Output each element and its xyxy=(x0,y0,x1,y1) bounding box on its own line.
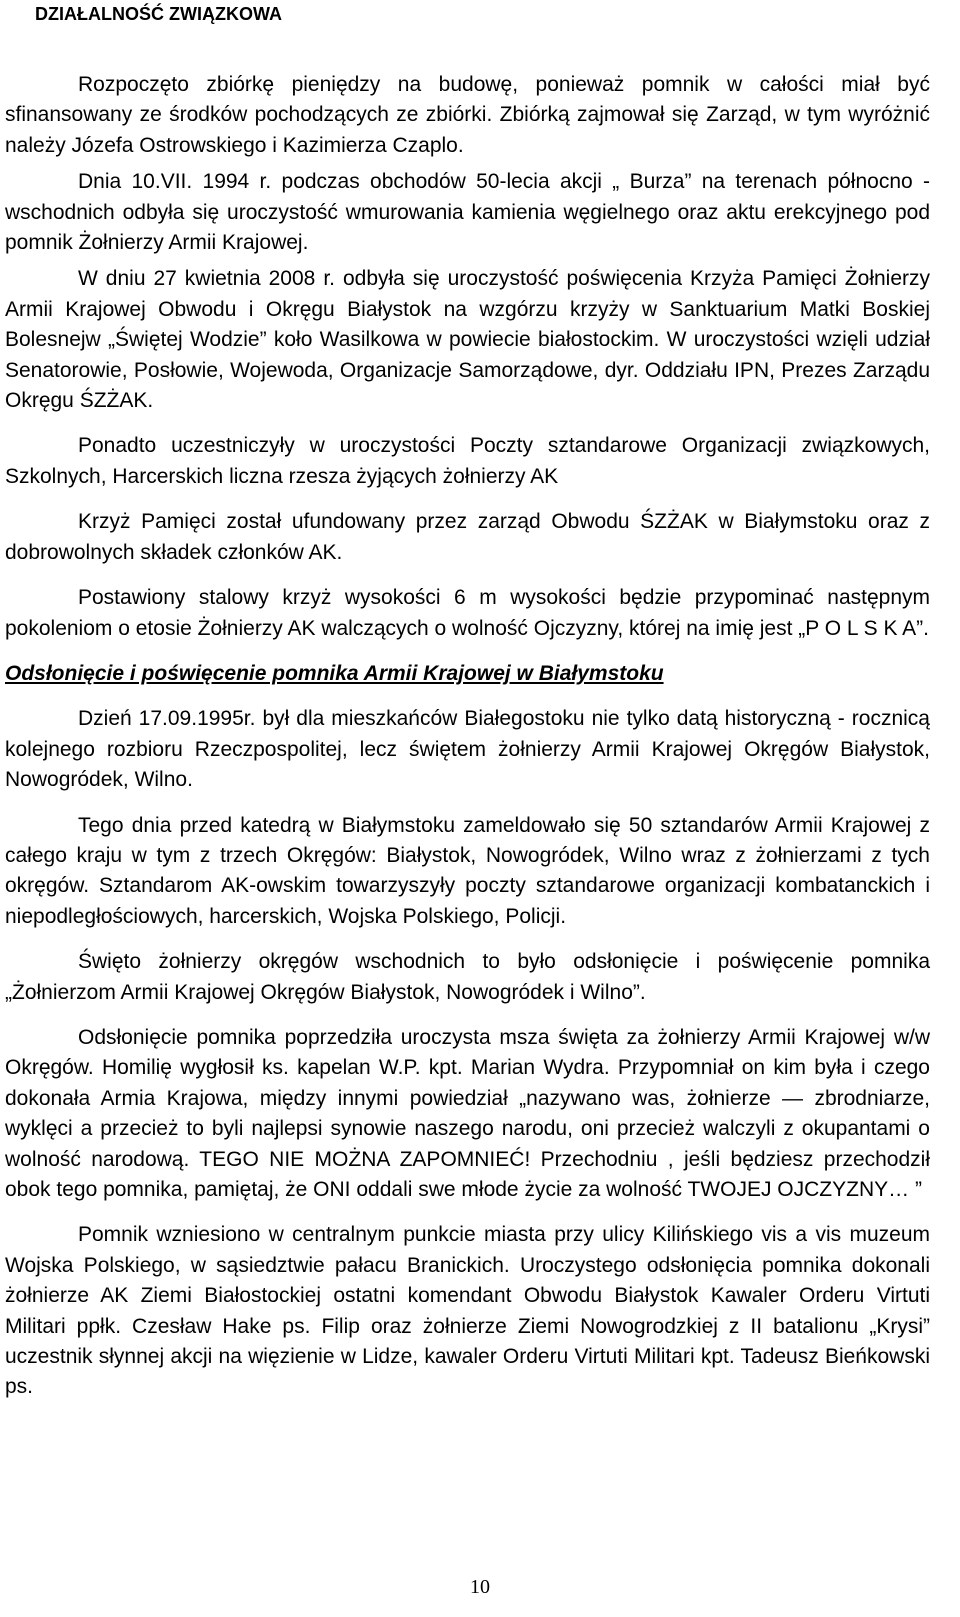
paragraph-cross-funding: Krzyż Pamięci został ufundowany przez zarząd Obwodu ŚZŻAK w Białymstoku oraz z dobrowolnych składek członków AK. xyxy=(5,510,930,564)
paragraph-cross-consecration: W dniu 27 kwietnia 2008 r. odbyła się uroczystość poświęcenia Krzyża Pamięci Żołnierzy Armii Krajowej Obwodu i Okręgu Białystok na wzgórzu krzyży w Sanktuarium Matki Boskiej Bolesnejw „Świętej Wodzie” koło Wasilkowa w powiecie białostockim. W uroczystości wzięli udział Senatorowie, Posłowie, Wojewoda, Organizacje Samorządowe, dyr. Oddziału IPN, Prezes Zarządu Okręgu ŚZŻAK. xyxy=(5,267,930,413)
paragraph-date: Dzień 17.09.1995r. był dla mieszkańców Białegostoku nie tylko datą historyczną - rocznicą kolejnego rozbioru Rzeczpospolitej, lecz świętem żołnierzy Armii Krajowej Okręgów Białystok, Nowogródek, Wilno. xyxy=(5,707,930,792)
paragraph-mass: Odsłonięcie pomnika poprzedziła uroczysta msza święta za żołnierzy Armii Krajowej w/w Okręgów. Homilię wygłosił ks. kapelan W.P. kpt. Marian Wydra. Przypomniał on kim była i czego dokonała Armia Krajowa, między innymi powiedział „nazywano was, żołnierze — zbrodniarze, wyklęci a przecież to byli najlepsi synowie naszego narodu, oni przecież walczyli z okupantami o wolność narodową. TEGO NIE MOŻNA ZAPOMNIEĆ! Przechodniu , jeśli będziesz przechodził obok tego pomnika, pamiętaj, że ONI oddali swe młode życie za wolność TWOJEJ OJCZYZNY… ” xyxy=(5,1025,930,1201)
document-body xyxy=(5,70,930,1418)
page-header: DZIAŁALNOŚĆ ZWIĄZKOWA xyxy=(35,4,282,24)
paragraph-cathedral: Tego dnia przed katedrą w Białymstoku zameldowało się 50 sztandarów Armii Krajowej z całego kraju w tym z trzech Okręgów: Białystok, Nowogródek, Wilno wraz z żołnierzami z tych okręgów. Sztandarom AK-owskim towarzyszyły poczty sztandarowe organizacji kombatanckich i niepodległościowych, harcerskich, Wojska Polskiego, Policji. xyxy=(5,813,930,928)
paragraph-monument-location: Pomnik wzniesiono w centralnym punkcie miasta przy ulicy Kilińskiego vis a vis muzeum Wojska Polskiego, w sąsiedztwie pałacu Branickich. Uroczystego odsłonięcia pomnika dokonali żołnierze AK Ziemi Białostockiej ostatni komendant Obwodu Białystok Kawaler Orderu Virtuti Militari ppłk. Czesław Hake ps. Filip oraz żołnierze Ziemi Nowogrodzkiej z II batalionu „Krysi” uczestnik słynnej akcji na więzienie w Lidze, kawaler Orderu Virtuti Militari kpt. Tadeusz Bieńkowski ps. xyxy=(5,1223,930,1399)
paragraph-standards: Ponadto uczestniczyły w uroczystości Poczty sztandarowe Organizacji związkowych, Szkolnych, Harcerskich liczna rzesza żyjących żołnierzy AK xyxy=(5,434,930,488)
paragraph-fundraising: Rozpoczęto zbiórkę pieniędzy na budowę, ponieważ pomnik w całości miał być sfinansowany ze środków pochodzących ze zbiórki. Zbiórką zajmował się Zarząd, w tym wyróżnić należy Józefa Ostrowskiego i Kazimierza Czaplo. xyxy=(5,73,930,157)
paragraph-cornerstone: Dnia 10.VII. 1994 r. podczas obchodów 50-lecia akcji „ Burza” na terenach północno - wschodnich odbyła się uroczystość wmurowania kamienia węgielnego oraz aktu erekcyjnego pod pomnik Żołnierzy Armii Krajowej. xyxy=(5,170,930,255)
paragraph-steel-cross: Postawiony stalowy krzyż wysokości 6 m wysokości będzie przypominać następnym pokoleniom o etosie Żołnierzy AK walczących o wolność Ojczyzny, której na imię jest „P O L S K A”. xyxy=(5,586,930,640)
section-heading: Odsłonięcie i poświęcenie pomnika Armii Krajowej w Białymstoku xyxy=(5,661,664,685)
page-number: 10 xyxy=(470,1576,490,1598)
paragraph-unveiling: Święto żołnierzy okręgów wschodnich to było odsłonięcie i poświęcenie pomnika „Żołnierzom Armii Krajowej Okręgów Białystok, Nowogródek i Wilno”. xyxy=(5,950,930,1004)
